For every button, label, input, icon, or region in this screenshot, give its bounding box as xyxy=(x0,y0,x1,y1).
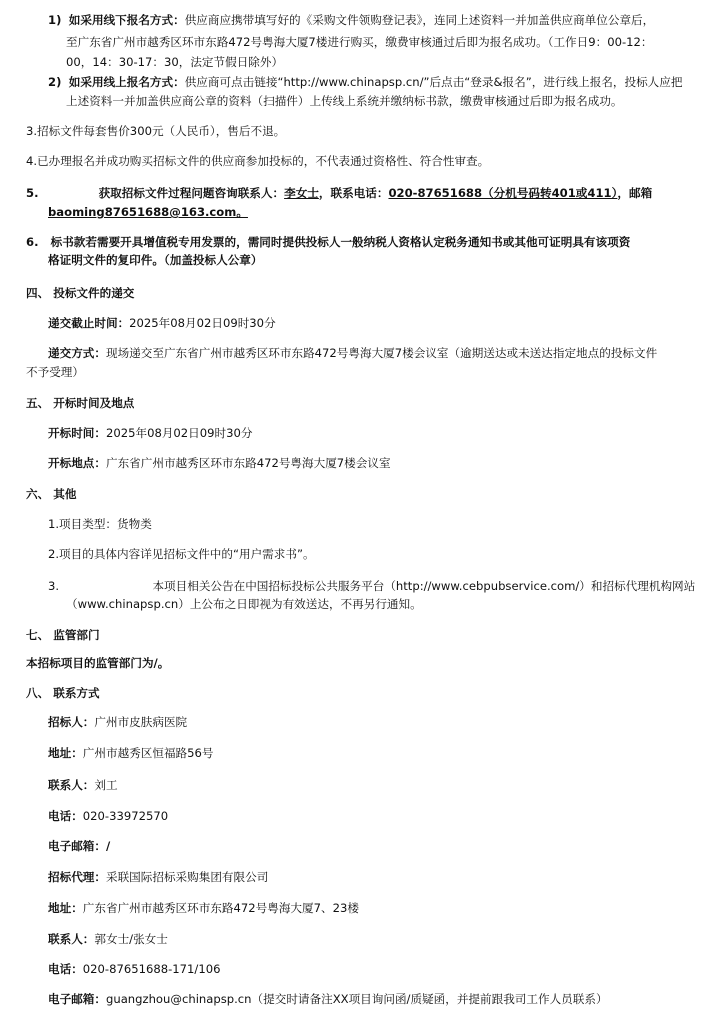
contact-value: 广东省广州市越秀区环市东路472号粤海大厦7、23楼 xyxy=(82,901,359,915)
offline-reg-line1 xyxy=(48,10,654,30)
other-item-3-text-1: 本项目相关公告在中国招标投标公共服务平台（http://www.cebpubservice.com/）和招标代理机构网站 xyxy=(152,579,696,593)
contact-row xyxy=(48,867,268,887)
section-6-title: 六、 其他 xyxy=(26,487,77,501)
contact-value: 采联国际招标采购集团有限公司 xyxy=(105,870,269,884)
contact-label: 地址： xyxy=(48,746,83,760)
contact-value: 刘工 xyxy=(94,778,118,792)
other-item-3-text-2: （www.chinapsp.cn）上公布之日即视为有效送达，不再另行通知。 xyxy=(66,597,422,611)
offline-reg-text-2: 至广东省广州市越秀区环市东路472号粤海大厦7楼进行购买，缴费审核通过后即为报名成功。（工作日9：00-12： xyxy=(66,35,653,49)
submit-method-label: 递交方式： xyxy=(48,346,106,360)
online-reg-text-2: 上述资料一并加盖供应商公章的资料（扫描件）上传线上系统并缴纳标书款，缴费审核通过后即为报名成功。 xyxy=(66,94,623,108)
deadline-line xyxy=(48,313,276,333)
invoice-text-2: 格证明文件的复印件。（加盖投标人公章） xyxy=(48,253,263,267)
opening-time-line xyxy=(48,423,252,443)
contact-label: 联系人： xyxy=(48,932,95,946)
submit-method-text-1: 现场递交至广东省广州市越秀区环市东路472号粤海大厦7楼会议室（逾期送达或未送达指定地点的投标文件 xyxy=(105,346,658,360)
invoice-line1 xyxy=(26,232,630,252)
section-8-title: 八、 联系方式 xyxy=(26,686,100,700)
contact-value: 020-33972570 xyxy=(82,809,169,823)
price-note: 3.招标文件每套售价300元（人民币），售后不退。 xyxy=(26,124,286,138)
contact-label: 电话： xyxy=(48,962,83,976)
supervision-text: 本招标项目的监管部门为/。 xyxy=(26,656,170,670)
online-reg-line1 xyxy=(48,72,682,92)
invoice-text-1: 标书款若需要开具增值税专用发票的，需同时提供投标人一般纳税人资格认定税务通知书或其他可证明具有该项资 xyxy=(50,235,631,249)
contact-label: 电子邮箱： xyxy=(48,839,106,853)
other-item-3-num: 3. xyxy=(48,579,60,593)
contact-row xyxy=(48,806,168,826)
contact-label: 地址： xyxy=(48,901,83,915)
opening-place-label: 开标地点： xyxy=(48,456,106,470)
contact-value: / xyxy=(105,839,111,853)
contact-row xyxy=(48,929,168,949)
other-item-1: 1.项目类型：货物类 xyxy=(48,517,152,531)
other-item-3-line1 xyxy=(48,576,695,596)
contact-row xyxy=(48,712,187,732)
contact-row xyxy=(48,743,214,763)
opening-place-value: 广东省广州市越秀区环市东路472号粤海大厦7楼会议室 xyxy=(105,456,391,470)
contact-label: 联系人： xyxy=(48,778,95,792)
offline-reg-num: 1) xyxy=(48,13,62,27)
contact-label: 电子邮箱： xyxy=(48,992,106,1006)
inquiry-line xyxy=(26,183,652,203)
contact-value: 广州市皮肤病医院 xyxy=(94,715,188,729)
online-reg-num: 2) xyxy=(48,75,62,89)
contact-row xyxy=(48,836,110,856)
contact-value: guangzhou@chinapsp.cn（提交时请备注XX项目询问函/质疑函，并提前跟我司工作人员联系） xyxy=(105,992,608,1006)
deadline-label: 递交截止时间： xyxy=(48,316,130,330)
section-4-title: 四、 投标文件的递交 xyxy=(26,286,135,300)
contact-row xyxy=(48,959,220,979)
contact-row xyxy=(48,989,608,1009)
contact-value: 广州市越秀区恒福路56号 xyxy=(82,746,214,760)
inquiry-label: 获取招标文件过程问题咨询联系人： xyxy=(98,186,285,200)
offline-reg-label: 如采用线下报名方式： xyxy=(68,13,185,27)
opening-time-label: 开标时间： xyxy=(48,426,106,440)
contact-row xyxy=(48,775,118,795)
opening-time-value: 2025年08月02日09时30分 xyxy=(105,426,253,440)
review-note: 4.已办理报名并成功购买招标文件的供应商参加投标的，不代表通过资格性、符合性审查。 xyxy=(26,154,490,168)
section-7-title: 七、 监管部门 xyxy=(26,628,100,642)
contact-label: 电话： xyxy=(48,809,83,823)
section-5-title: 五、 开标时间及地点 xyxy=(26,396,135,410)
inquiry-email-link[interactable]: baoming87651688@163.com。 xyxy=(48,205,248,219)
inquiry-tel-label: ，联系电话： xyxy=(318,186,389,200)
inquiry-contact: 李女士 xyxy=(284,186,319,200)
deadline-value: 2025年08月02日09时30分 xyxy=(129,316,276,330)
inquiry-num: 5. xyxy=(26,186,39,200)
online-reg-text-1: 供应商可点击链接“http://www.chinapsp.cn/”后点击“登录&报名”，进行线上报名，投标人应把 xyxy=(184,75,683,89)
inquiry-tel: 020-87651688（分机号码转401或411） xyxy=(388,186,618,200)
inquiry-email-label: ，邮箱 xyxy=(617,186,653,200)
submit-method-line1 xyxy=(48,343,657,363)
contact-row xyxy=(48,898,359,918)
contact-label: 招标代理： xyxy=(48,870,106,884)
offline-reg-text-3: 00，14：30-17：30，法定节假日除外） xyxy=(66,55,284,69)
invoice-num: 6. xyxy=(26,235,39,249)
opening-place-line xyxy=(48,453,391,473)
contact-label: 招标人： xyxy=(48,715,95,729)
offline-reg-text-1: 供应商应携带填写好的《采购文件领购登记表》，连同上述资料一并加盖供应商单位公章后， xyxy=(184,13,655,27)
contact-value: 020-87651688-171/106 xyxy=(82,962,221,976)
other-item-2: 2.项目的具体内容详见招标文件中的“用户需求书”。 xyxy=(48,547,315,561)
contact-value: 郭女士/张女士 xyxy=(94,932,168,946)
submit-method-text-2: 不予受理） xyxy=(26,365,84,379)
online-reg-label: 如采用线上报名方式： xyxy=(68,75,185,89)
